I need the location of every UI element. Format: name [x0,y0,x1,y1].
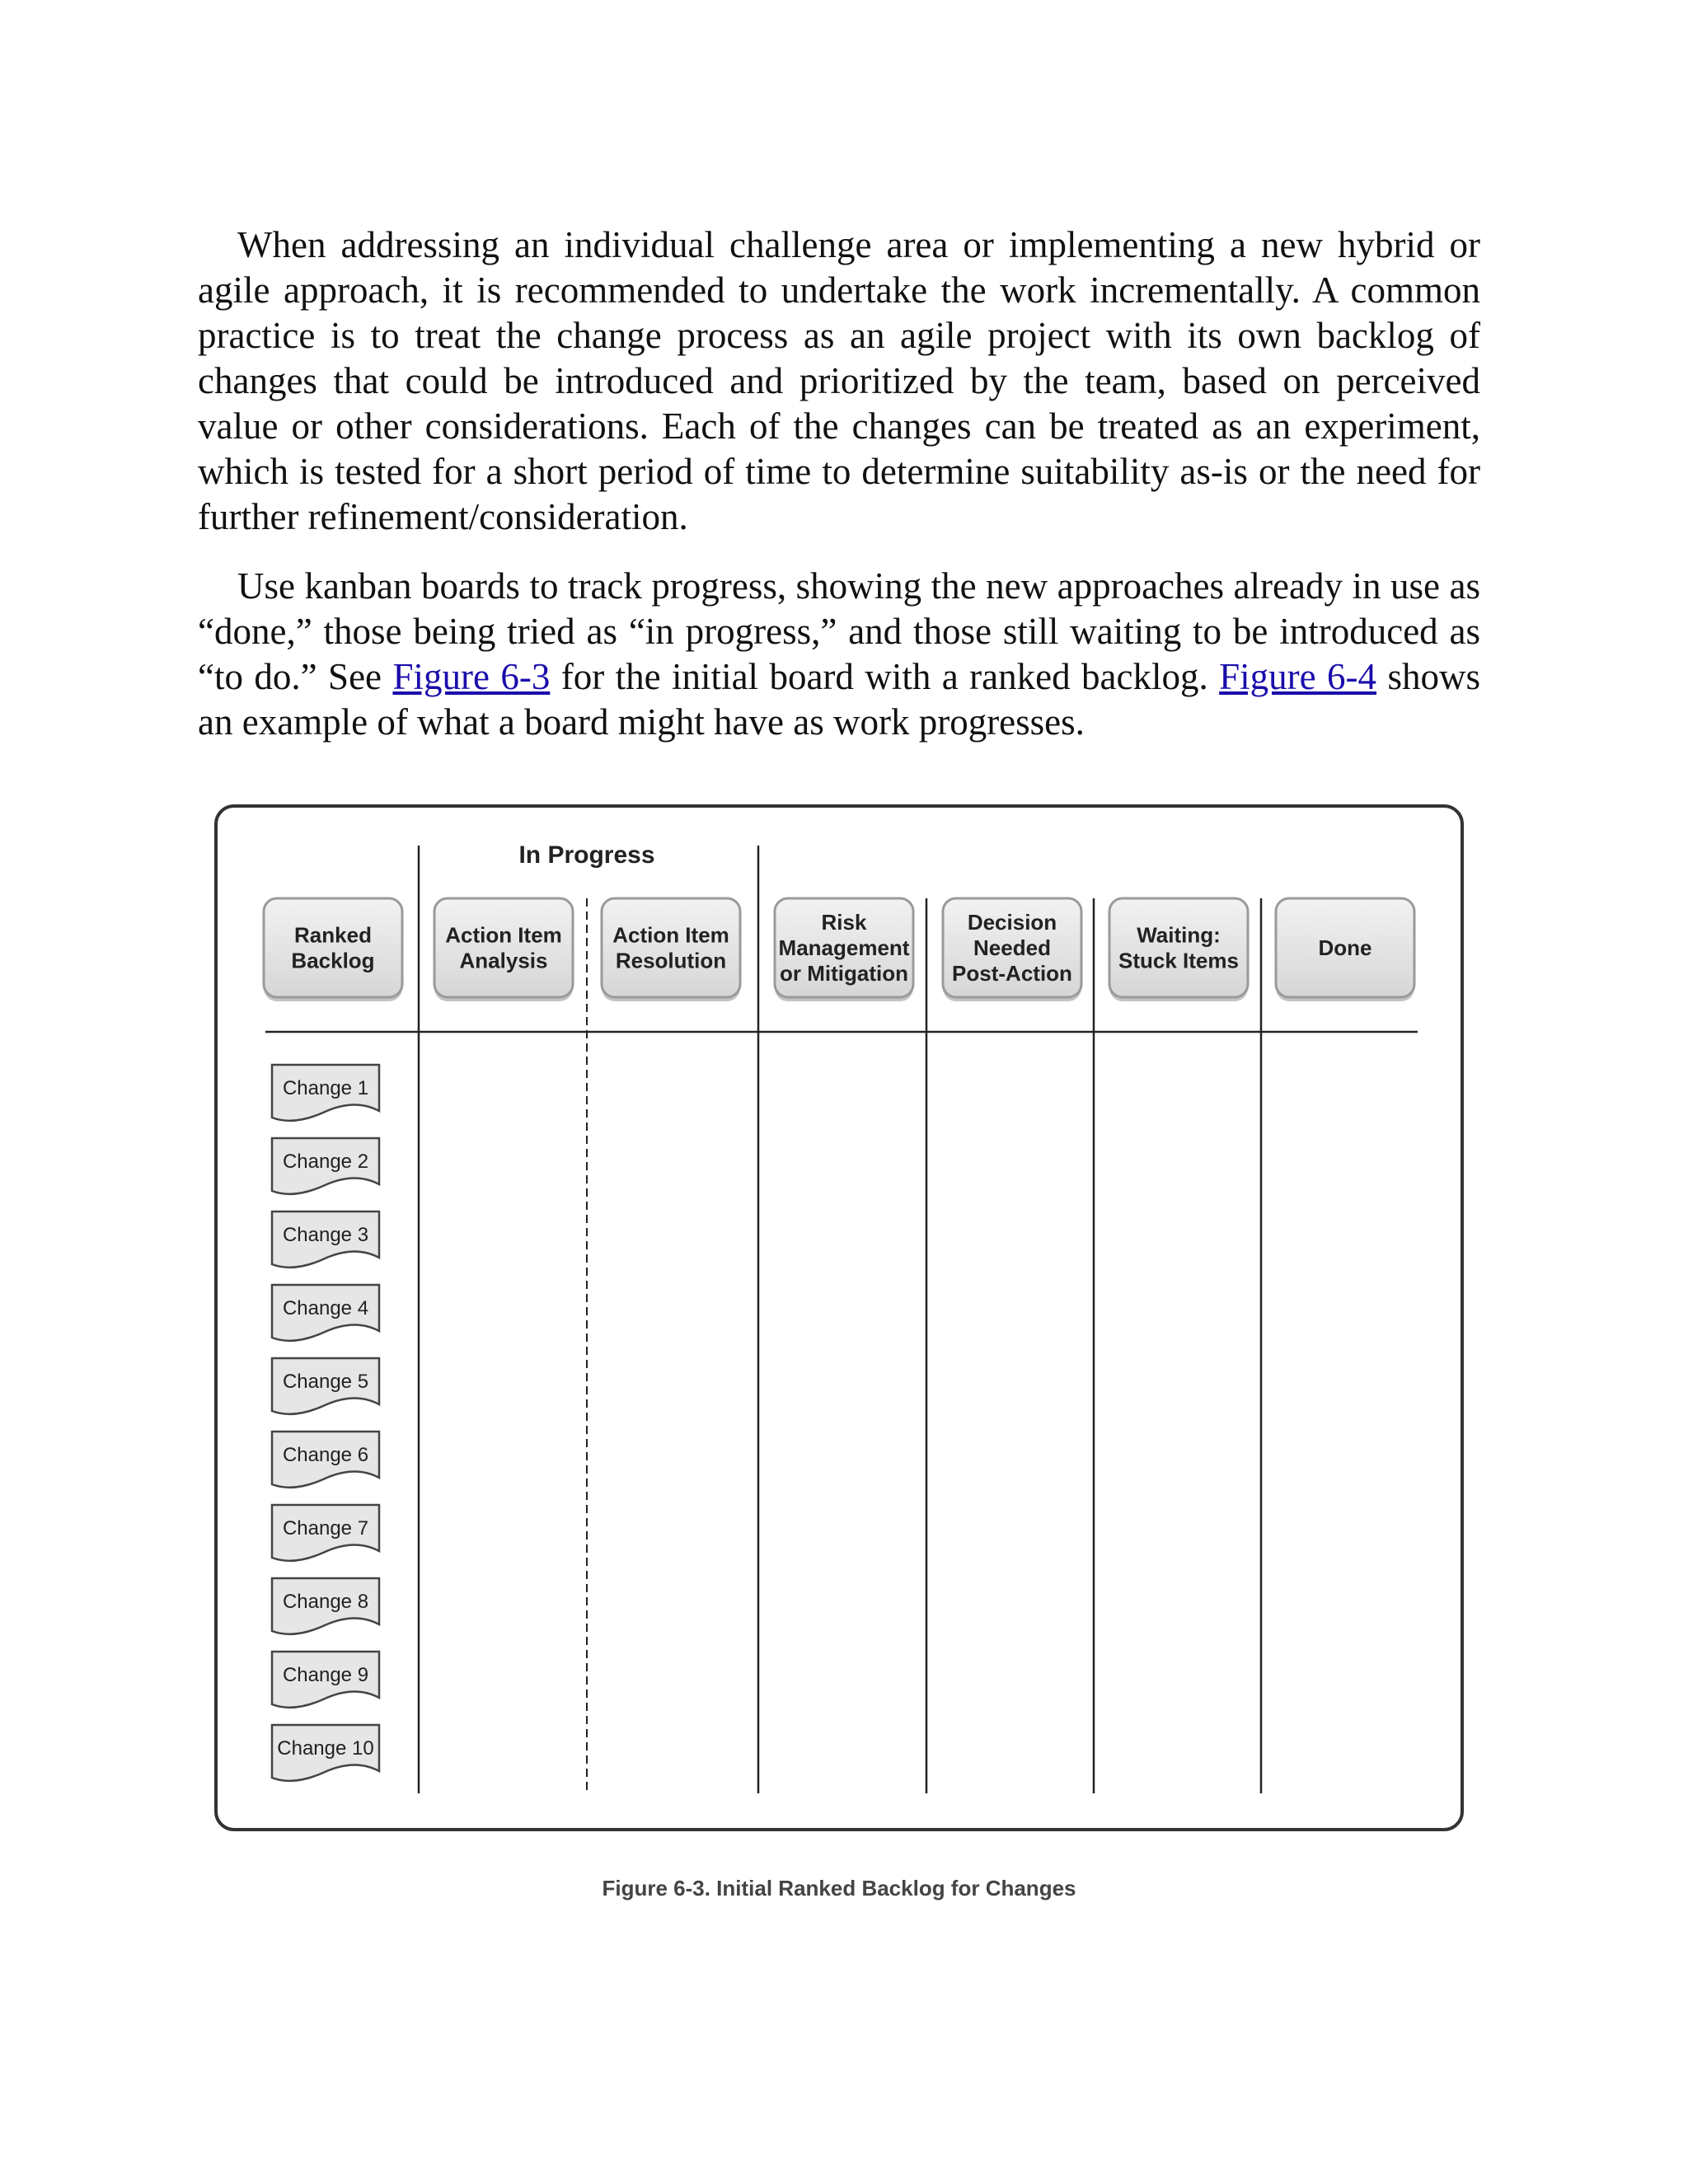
in-progress-label: In Progress [518,841,655,869]
card-label: Change 8 [282,1591,369,1613]
figure-caption: Figure 6-3. Initial Ranked Backlog for Changes [602,1876,1076,1900]
header-label-line: or Mitigation [780,961,908,986]
column-header-risk-management [775,898,913,1001]
paragraph-1: When addressing an individual challenge area or implementing a new hybrid or agile approach, it is recommended to undertake the work incrementally. A common practice is to treat the change process as an agile project with its own backlog of changes that could be introduced and prioritized by the team, based on perceived value or other considerations. Each of the changes can be treated as an experiment, which is tested for a short period of time to determine suitability as-is or the need for further refinement/consideration. [198,224,1480,537]
header-label-line: Needed [973,935,1051,960]
header-label-line: Resolution [615,948,727,973]
paragraph-2-text-b: for the initial board with a ranked backlog. [550,656,1220,697]
card-label: Change 1 [282,1077,369,1099]
figure-6-3-link[interactable]: Figure 6-3 [392,656,551,697]
card-label: Change 3 [282,1224,369,1246]
column-header-waiting-stuck-items [1109,898,1248,1001]
column-header-done [1276,898,1414,1001]
card-label: Change 5 [282,1371,369,1393]
figure-6-4-link[interactable]: Figure 6-4 [1219,656,1377,697]
header-label-line: Decision [967,910,1057,935]
card-label: Change 4 [282,1297,369,1319]
header-label-line: Management [778,935,910,960]
card-label: Change 7 [282,1517,369,1540]
header-label-line: Backlog [291,948,375,973]
header-label-line: Waiting: [1137,922,1221,948]
header-label-line: Risk [821,910,867,935]
header-label-line: Action Item [612,922,729,948]
card-label: Change 9 [282,1664,369,1686]
column-header-ranked-backlog [264,898,402,1001]
header-label-line: Done [1318,935,1372,960]
column-header-action-item-resolution [602,898,740,1001]
card-label: Change 2 [282,1151,369,1173]
column-header-decision-needed [943,898,1081,1001]
card-label: Change 6 [282,1444,369,1466]
header-label-line: Stuck Items [1118,948,1239,973]
header-label-line: Ranked [294,922,372,948]
header-label-line: Analysis [459,948,548,973]
header-label-line: Post-Action [952,961,1072,986]
card-label: Change 10 [277,1737,374,1760]
paragraph-2-text-a: Use kanban boards to track progress, showing the new approaches already in use as “done,” those being tried as “in progress,” and those still waiting to be introduced as “to do.” See [198,565,1480,697]
column-header-action-item-analysis [434,898,573,1001]
header-label-line: Action Item [445,922,562,948]
paragraph-2-text-c: shows an example of what a board might have as work progresses. [198,656,1480,743]
